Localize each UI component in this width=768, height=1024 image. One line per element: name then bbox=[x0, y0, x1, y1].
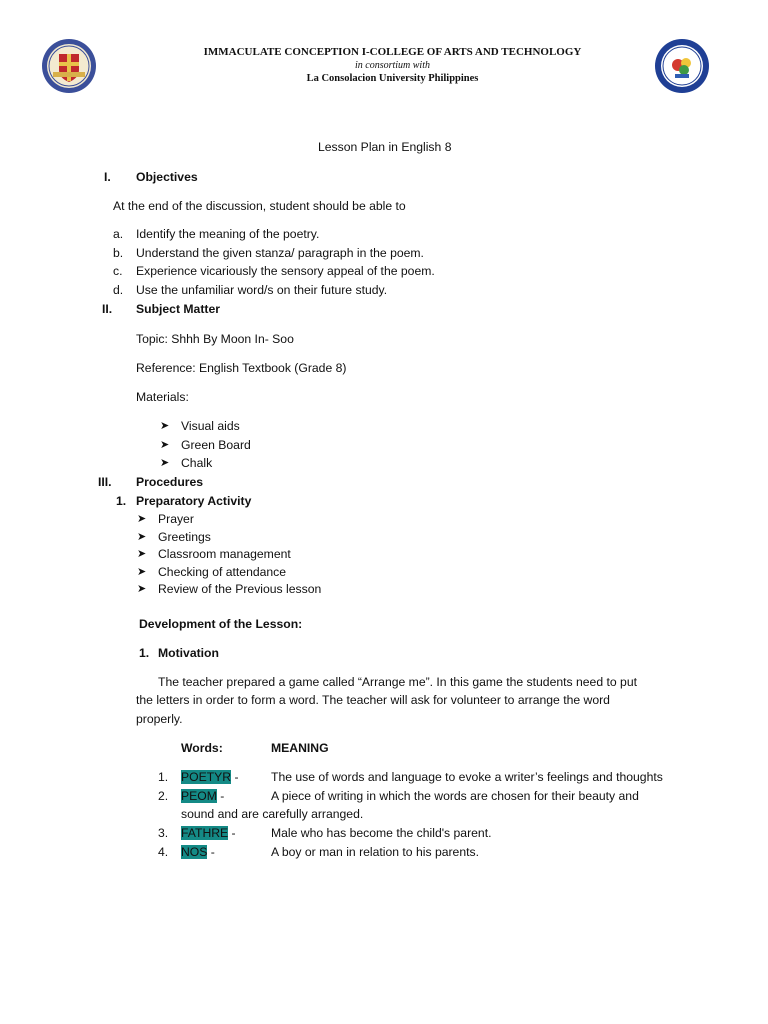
reference-text: Reference: English Textbook (Grade 8) bbox=[136, 361, 347, 375]
objectives-intro: At the end of the discussion, student should be able to bbox=[113, 199, 406, 213]
word-entry: POETYR - bbox=[181, 770, 239, 784]
objectives-heading: Objectives bbox=[136, 170, 198, 184]
section-numeral-2: II. bbox=[102, 302, 113, 316]
word-meaning: Male who has become the child's parent. bbox=[271, 826, 492, 840]
list-item-letter: d. bbox=[113, 283, 124, 297]
college-name: IMMACULATE CONCEPTION I-COLLEGE OF ARTS AND TECHNOLOGY bbox=[203, 46, 582, 58]
paragraph-line: properly. bbox=[136, 712, 183, 726]
arrow-bullet-icon: ➤ bbox=[137, 583, 147, 595]
prep-item: Greetings bbox=[158, 530, 211, 544]
prep-number: 1. bbox=[116, 494, 127, 508]
objective-item: Experience vicariously the sensory appeal of the poem. bbox=[136, 264, 435, 278]
word-entry: FATHRE - bbox=[181, 826, 236, 840]
arrow-bullet-icon: ➤ bbox=[137, 548, 147, 560]
highlighted-word: POETYR bbox=[181, 770, 232, 784]
procedures-heading: Procedures bbox=[136, 475, 204, 489]
meaning-column-header: MEANING bbox=[271, 741, 329, 755]
highlighted-word: NOS bbox=[181, 845, 208, 859]
university-name: La Consolacion University Philippines bbox=[306, 73, 479, 84]
arrow-bullet-icon: ➤ bbox=[137, 531, 147, 543]
section-numeral-3: III. bbox=[98, 475, 112, 489]
topic-text: Topic: Shhh By Moon In- Soo bbox=[136, 332, 294, 346]
word-meaning: A boy or man in relation to his parents. bbox=[271, 845, 479, 859]
arrow-bullet-icon: ➤ bbox=[137, 566, 147, 578]
university-seal-icon bbox=[654, 38, 710, 94]
objective-item: Understand the given stanza/ paragraph in the poem. bbox=[136, 246, 424, 260]
material-item: Chalk bbox=[181, 456, 213, 470]
word-entry: NOS - bbox=[181, 845, 215, 859]
word-entry: PEOM - bbox=[181, 789, 225, 803]
word-meaning-continued: sound and are carefully arranged. bbox=[181, 807, 364, 821]
section-numeral-1: I. bbox=[104, 170, 111, 184]
consortium-text: in consortium with bbox=[354, 60, 430, 71]
list-item-letter: b. bbox=[113, 246, 124, 260]
arrow-bullet-icon: ➤ bbox=[160, 420, 170, 432]
words-column-header: Words: bbox=[181, 741, 223, 755]
preparatory-activity-heading: Preparatory Activity bbox=[136, 494, 252, 508]
arrow-bullet-icon: ➤ bbox=[137, 513, 147, 525]
materials-label: Materials: bbox=[136, 390, 189, 404]
word-number: 1. bbox=[158, 770, 169, 784]
word-meaning: The use of words and language to evoke a writer’s feelings and thoughts bbox=[271, 770, 663, 784]
word-meaning: A piece of writing in which the words are chosen for their beauty and bbox=[271, 789, 639, 803]
prep-item: Prayer bbox=[158, 512, 194, 526]
list-item-letter: c. bbox=[113, 264, 123, 278]
word-number: 4. bbox=[158, 845, 169, 859]
paragraph-line: the letters in order to form a word. The teacher will ask for volunteer to arrange the word bbox=[136, 693, 610, 707]
subject-matter-heading: Subject Matter bbox=[136, 302, 220, 316]
motivation-number: 1. bbox=[139, 646, 150, 660]
arrow-bullet-icon: ➤ bbox=[160, 439, 170, 451]
page-title: Lesson Plan in English 8 bbox=[318, 140, 452, 154]
list-item-letter: a. bbox=[113, 227, 124, 241]
word-number: 3. bbox=[158, 826, 169, 840]
highlighted-word: PEOM bbox=[181, 789, 217, 803]
paragraph-line: The teacher prepared a game called “Arrange me”. In this game the students need to put bbox=[158, 675, 637, 689]
arrow-bullet-icon: ➤ bbox=[160, 457, 170, 469]
objective-item: Use the unfamiliar word/s on their future study. bbox=[136, 283, 388, 297]
objective-item: Identify the meaning of the poetry. bbox=[136, 227, 320, 241]
prep-item: Classroom management bbox=[158, 547, 291, 561]
word-number: 2. bbox=[158, 789, 169, 803]
prep-item: Checking of attendance bbox=[158, 565, 287, 579]
material-item: Green Board bbox=[181, 438, 251, 452]
development-heading: Development of the Lesson: bbox=[139, 617, 303, 631]
prep-item: Review of the Previous lesson bbox=[158, 582, 322, 596]
motivation-heading: Motivation bbox=[158, 646, 219, 660]
highlighted-word: FATHRE bbox=[181, 826, 229, 840]
material-item: Visual aids bbox=[181, 419, 240, 433]
